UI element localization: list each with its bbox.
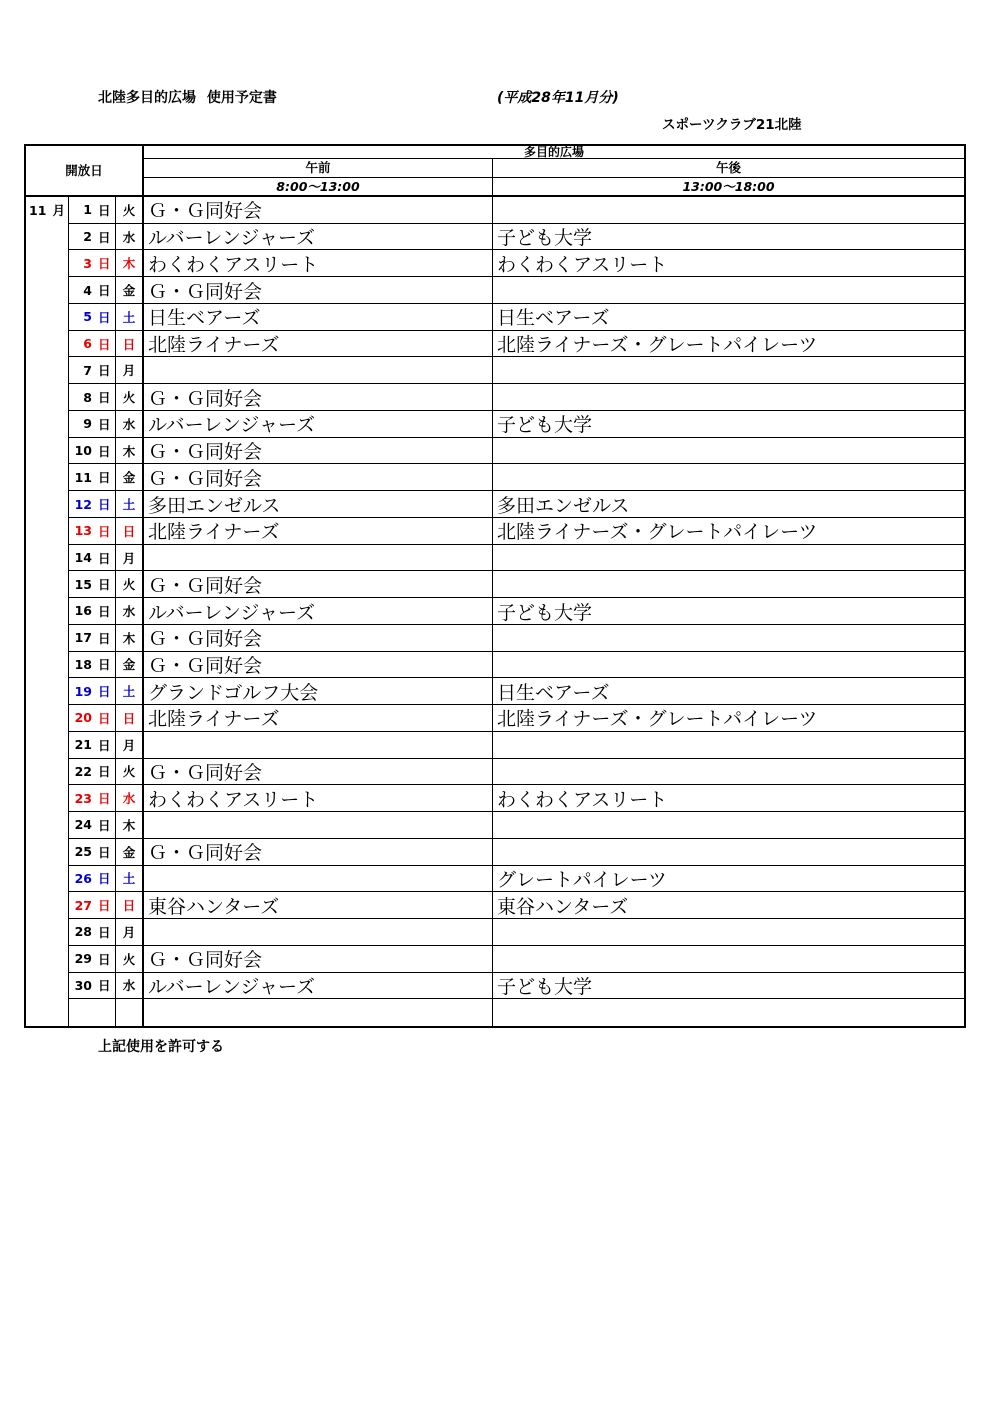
day-unit: 日	[98, 791, 111, 807]
weekday-cell: 火	[116, 759, 144, 786]
day-number: 10	[74, 443, 92, 459]
afternoon-slot-cell	[493, 732, 964, 759]
afternoon-slot-cell	[493, 438, 964, 465]
day-cell	[69, 625, 116, 652]
day-unit: 日	[98, 924, 111, 940]
month-label	[29, 197, 65, 224]
afternoon-slot-cell	[493, 839, 964, 866]
day-cell	[69, 946, 116, 973]
day-unit: 日	[98, 523, 111, 539]
afternoon-slot-cell	[493, 652, 964, 679]
day-number: 19	[74, 683, 92, 699]
weekday-cell: 木	[116, 625, 144, 652]
afternoon-slot-cell: わくわくアスリート	[493, 250, 964, 277]
day-unit: 日	[98, 363, 111, 379]
day-cell	[69, 224, 116, 251]
day-unit: 日	[98, 390, 111, 406]
weekday-cell: 土	[116, 678, 144, 705]
day-unit: 日	[98, 336, 111, 352]
weekday-cell: 土	[116, 491, 144, 518]
afternoon-slot-cell: 子ども大学	[493, 598, 964, 625]
morning-slot-cell: Ｇ・Ｇ同好会	[144, 946, 493, 973]
day-number: 4	[83, 282, 92, 298]
day-unit: 日	[98, 817, 111, 833]
day-number: 18	[74, 656, 92, 672]
afternoon-slot-cell	[493, 545, 964, 572]
weekday-cell: 木	[116, 250, 144, 277]
day-unit: 日	[98, 710, 111, 726]
day-unit: 日	[98, 978, 111, 994]
morning-slot-cell: 北陸ライナーズ	[144, 331, 493, 358]
weekday-cell: 金	[116, 839, 144, 866]
morning-time-header: 8:00～13:00	[144, 178, 493, 197]
morning-slot-cell: わくわくアスリート	[144, 785, 493, 812]
day-unit: 日	[98, 443, 111, 459]
weekday-cell: 火	[116, 946, 144, 973]
day-number: 20	[74, 710, 92, 726]
afternoon-slot-cell	[493, 946, 964, 973]
morning-slot-cell: Ｇ・Ｇ同好会	[144, 464, 493, 491]
day-cell	[69, 384, 116, 411]
afternoon-slot-cell: わくわくアスリート	[493, 785, 964, 812]
morning-slot-cell: 東谷ハンターズ	[144, 892, 493, 919]
afternoon-slot-cell	[493, 759, 964, 786]
morning-slot-cell: 日生ベアーズ	[144, 304, 493, 331]
afternoon-slot-cell: 日生ベアーズ	[493, 678, 964, 705]
day-cell	[69, 678, 116, 705]
day-number: 2	[83, 229, 92, 245]
day-unit: 日	[98, 684, 111, 700]
day-number: 15	[74, 576, 92, 592]
morning-slot-cell: Ｇ・Ｇ同好会	[144, 625, 493, 652]
day-cell	[69, 866, 116, 893]
morning-slot-cell	[144, 919, 493, 946]
day-cell	[69, 732, 116, 759]
day-number: 27	[74, 897, 92, 913]
month-number: 11	[29, 202, 47, 218]
day-number: 5	[83, 309, 92, 325]
morning-slot-cell: ルバーレンジャーズ	[144, 411, 493, 438]
day-number: 21	[74, 737, 92, 753]
weekday-cell: 土	[116, 866, 144, 893]
weekday-cell: 金	[116, 652, 144, 679]
day-number: 1	[83, 202, 92, 218]
morning-slot-cell	[144, 866, 493, 893]
day-number: 9	[83, 416, 92, 432]
day-cell	[69, 973, 116, 1000]
afternoon-slot-cell	[493, 625, 964, 652]
weekday-cell: 水	[116, 411, 144, 438]
morning-slot-cell: グランドゴルフ大会	[144, 678, 493, 705]
day-cell	[69, 197, 116, 224]
day-number: 17	[74, 630, 92, 646]
weekday-cell: 土	[116, 304, 144, 331]
weekday-cell: 木	[116, 438, 144, 465]
afternoon-slot-cell	[493, 277, 964, 304]
weekday-cell: 金	[116, 464, 144, 491]
day-number: 29	[74, 951, 92, 967]
afternoon-slot-cell: 東谷ハンターズ	[493, 892, 964, 919]
day-number: 22	[74, 763, 92, 779]
morning-slot-cell: 北陸ライナーズ	[144, 518, 493, 545]
day-unit: 日	[98, 898, 111, 914]
morning-slot-cell: 多田エンゼルス	[144, 491, 493, 518]
weekday-cell: 火	[116, 197, 144, 224]
morning-slot-cell: Ｇ・Ｇ同好会	[144, 571, 493, 598]
weekday-cell: 月	[116, 545, 144, 572]
day-unit: 日	[98, 202, 111, 218]
day-number: 23	[74, 790, 92, 806]
day-cell	[69, 518, 116, 545]
day-unit: 日	[98, 577, 111, 593]
weekday-cell: 日	[116, 518, 144, 545]
morning-slot-cell: わくわくアスリート	[144, 250, 493, 277]
afternoon-slot-cell: 北陸ライナーズ・グレートパイレーツ	[493, 705, 964, 732]
morning-slot-cell	[144, 732, 493, 759]
day-unit: 日	[98, 951, 111, 967]
weekday-cell: 金	[116, 277, 144, 304]
day-number: 11	[74, 469, 92, 485]
weekday-cell: 水	[116, 785, 144, 812]
month-cell	[26, 197, 69, 1026]
day-unit: 日	[98, 630, 111, 646]
day-number: 7	[83, 362, 92, 378]
approval-note: 上記使用を許可する	[98, 1039, 224, 1055]
morning-slot-cell	[144, 357, 493, 384]
morning-slot-cell: 北陸ライナーズ	[144, 705, 493, 732]
day-unit: 日	[98, 497, 111, 513]
day-cell	[69, 705, 116, 732]
day-unit: 日	[98, 309, 111, 325]
day-number: 16	[74, 603, 92, 619]
day-cell	[69, 812, 116, 839]
day-number: 28	[74, 924, 92, 940]
weekday-cell: 日	[116, 331, 144, 358]
day-cell	[69, 919, 116, 946]
afternoon-slot-cell: グレートパイレーツ	[493, 866, 964, 893]
day-number: 8	[83, 389, 92, 405]
day-cell	[69, 759, 116, 786]
month-unit: 月	[52, 203, 65, 219]
day-unit: 日	[98, 256, 111, 272]
day-number: 25	[74, 844, 92, 860]
day-cell	[69, 491, 116, 518]
afternoon-slot-cell	[493, 812, 964, 839]
day-cell	[69, 331, 116, 358]
day-unit: 日	[98, 470, 111, 486]
afternoon-slot-cell	[493, 571, 964, 598]
morning-slot-cell	[144, 812, 493, 839]
weekday-cell: 水	[116, 973, 144, 1000]
day-unit: 日	[98, 871, 111, 887]
day-number: 30	[74, 977, 92, 993]
day-unit: 日	[98, 603, 111, 619]
day-cell	[69, 785, 116, 812]
day-cell	[69, 545, 116, 572]
morning-slot-cell	[144, 999, 493, 1026]
day-cell	[69, 464, 116, 491]
morning-slot-cell: ルバーレンジャーズ	[144, 973, 493, 1000]
day-unit: 日	[98, 764, 111, 780]
day-number: 12	[74, 496, 92, 512]
weekday-cell: 月	[116, 357, 144, 384]
day-unit: 日	[98, 657, 111, 673]
afternoon-time-header: 13:00～18:00	[493, 178, 964, 197]
day-cell	[69, 571, 116, 598]
weekday-cell	[116, 999, 144, 1026]
afternoon-slot-cell: 北陸ライナーズ・グレートパイレーツ	[493, 518, 964, 545]
afternoon-slot-cell	[493, 197, 964, 224]
morning-slot-cell: ルバーレンジャーズ	[144, 598, 493, 625]
afternoon-slot-cell: 子ども大学	[493, 411, 964, 438]
schedule-table	[24, 144, 966, 1028]
document-title: 北陸多目的広場 使用予定書	[98, 90, 277, 106]
organization-name: スポーツクラブ21北陸	[662, 117, 802, 133]
day-number: 6	[83, 336, 92, 352]
afternoon-slot-cell	[493, 384, 964, 411]
day-number: 3	[83, 255, 92, 271]
day-number: 13	[74, 523, 92, 539]
weekday-cell: 水	[116, 598, 144, 625]
morning-slot-cell: Ｇ・Ｇ同好会	[144, 197, 493, 224]
weekday-cell: 火	[116, 571, 144, 598]
day-cell	[69, 357, 116, 384]
afternoon-header: 午後	[493, 159, 964, 178]
day-cell	[69, 250, 116, 277]
morning-slot-cell: Ｇ・Ｇ同好会	[144, 277, 493, 304]
morning-slot-cell: Ｇ・Ｇ同好会	[144, 759, 493, 786]
day-number: 24	[74, 817, 92, 833]
weekday-cell: 日	[116, 892, 144, 919]
afternoon-slot-cell	[493, 464, 964, 491]
day-cell	[69, 999, 116, 1026]
day-unit: 日	[98, 844, 111, 860]
day-number: 26	[74, 870, 92, 886]
document-period: (平成28年11月分)	[497, 90, 619, 106]
weekday-cell: 水	[116, 224, 144, 251]
day-cell	[69, 598, 116, 625]
day-unit: 日	[98, 416, 111, 432]
day-cell	[69, 304, 116, 331]
morning-header: 午前	[144, 159, 493, 178]
day-cell	[69, 892, 116, 919]
facility-header: 多目的広場	[144, 146, 964, 159]
weekday-cell: 火	[116, 384, 144, 411]
afternoon-slot-cell: 日生ベアーズ	[493, 304, 964, 331]
afternoon-slot-cell: 子ども大学	[493, 224, 964, 251]
weekday-cell: 月	[116, 919, 144, 946]
afternoon-slot-cell: 子ども大学	[493, 973, 964, 1000]
day-unit: 日	[98, 550, 111, 566]
morning-slot-cell: ルバーレンジャーズ	[144, 224, 493, 251]
afternoon-slot-cell: 多田エンゼルス	[493, 491, 964, 518]
weekday-cell: 日	[116, 705, 144, 732]
morning-slot-cell: Ｇ・Ｇ同好会	[144, 384, 493, 411]
afternoon-slot-cell	[493, 999, 964, 1026]
afternoon-slot-cell	[493, 357, 964, 384]
day-unit: 日	[98, 737, 111, 753]
day-cell	[69, 652, 116, 679]
day-number: 14	[74, 550, 92, 565]
morning-slot-cell: Ｇ・Ｇ同好会	[144, 839, 493, 866]
day-unit: 日	[98, 283, 111, 299]
afternoon-slot-cell	[493, 919, 964, 946]
morning-slot-cell: Ｇ・Ｇ同好会	[144, 652, 493, 679]
day-cell	[69, 411, 116, 438]
day-cell	[69, 438, 116, 465]
day-unit: 日	[98, 229, 111, 245]
weekday-cell: 月	[116, 732, 144, 759]
day-cell	[69, 277, 116, 304]
weekday-cell: 木	[116, 812, 144, 839]
afternoon-slot-cell: 北陸ライナーズ・グレートパイレーツ	[493, 331, 964, 358]
open-day-header: 開放日	[26, 146, 144, 197]
morning-slot-cell: Ｇ・Ｇ同好会	[144, 438, 493, 465]
morning-slot-cell	[144, 545, 493, 572]
day-cell	[69, 839, 116, 866]
